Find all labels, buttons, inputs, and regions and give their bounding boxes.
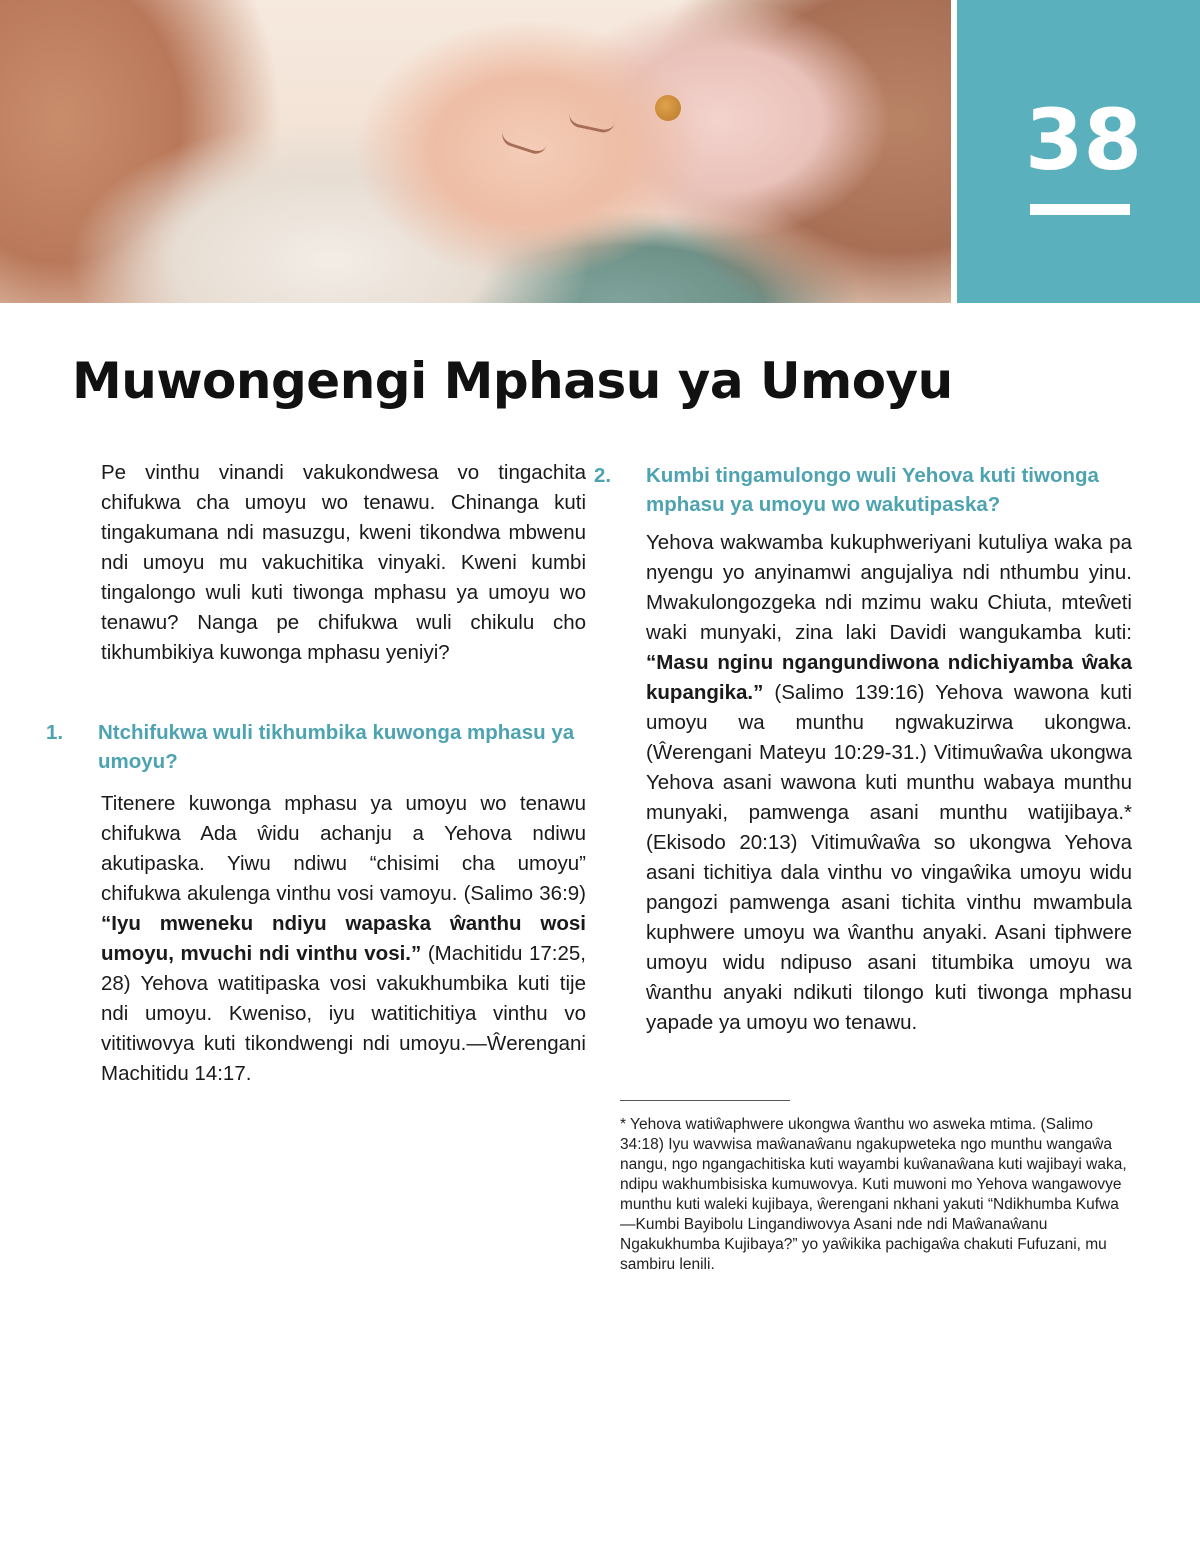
answer-2-paragraph xyxy=(646,528,1132,1038)
answer-2-text-a: Yehova wakwamba kukuphweriyani kutuliya waka pa nyengu yo anyinamwi angujaliya ndi nthumbu yinu. Mwakulongozgeka ndi mzimu waku Chiuta, mteŵeti waki munyaki, zina laki Davidi wangukamba kuti: xyxy=(646,531,1132,644)
page-title: Muwongengi Mphasu ya Umoyu xyxy=(72,352,953,410)
chapter-underline xyxy=(1030,204,1130,215)
answer-2-container xyxy=(646,528,1132,1038)
answer-1-container xyxy=(101,789,586,1089)
question-2 xyxy=(594,461,1135,519)
answer-1-paragraph xyxy=(101,789,586,1089)
intro-paragraph-container xyxy=(101,458,586,668)
footnote-divider xyxy=(620,1100,790,1101)
photo-detail-eye xyxy=(567,113,614,134)
intro-paragraph: Pe vinthu vinandi vakukondwesa vo tingachita chifukwa cha umoyu wo tenawu. Chinanga kuti tingakumana ndi masuzgu, kweni tikondwa mbwenu ndi umoyu mu vakuchitika vinyaki. Kweni kumbi tingalongo wuli kuti tiwonga mphasu ya umoyu wo tenawu? Nanga pe chifukwa wuli chikulu cho tikhumbikiya kuwonga mphasu yeniyi? xyxy=(101,461,586,664)
answer-1-quote: “Iyu mweneku ndiyu wapaska ŵanthu wosi umoyu, mvuchi ndi vinthu vosi.” xyxy=(101,912,586,965)
question-1 xyxy=(46,718,592,776)
answer-1-text-b: (Machitidu 17:25, 28) Yehova watitipaska vosi vakukhumbika kuti tije ndi umoyu. Kweniso, iyu watitichitiya vinthu vo vititiwovya kuti tikondwengi ndi umoyu.—Ŵerengani Machitidu 14:17. xyxy=(101,942,587,1085)
question-2-number: 2. xyxy=(594,464,612,487)
answer-2-text-b: (Salimo 139:16) Yehova wawona kuti umoyu wa munthu ngwakuzirwa ukongwa. (Ŵerengani Mateyu 10:29-31.) Vitimuŵaŵa ukongwa Yehova asani wawona kuti munthu wabaya munthu munyaki, pamwenga asani munthu watijibaya.* (Ekisodo 20:13) Vitimuŵaŵa so ukongwa Yehova asani tichitiya dala vinthu vo vingaŵika umoyu widu pangozi pamwenga asani tichita vinthu mwambula kuphwere umoyu wa ŵanthu anyaki. Asani tiphwere umoyu widu ndipuso asani titumbika umoyu wa ŵanthu anyaki ndikuti tilongo kuti tiwonga mphasu yapade ya umoyu wo tenawu. xyxy=(646,681,1132,1034)
photo-detail-eye xyxy=(499,131,546,157)
photo-detail-button xyxy=(655,95,681,121)
chapter-number-block xyxy=(957,0,1200,303)
answer-2-quote: “Masu nginu ngangundiwona ndichiyamba ŵaka kupangika.” xyxy=(646,651,1132,704)
header-photo xyxy=(0,0,951,303)
footnote: * Yehova watiŵaphwere ukongwa ŵanthu wo asweka mtima. (Salimo 34:18) Iyu wavwisa maŵanaŵanu ngakupweteka ngo munthu wangaŵa nangu, ngo ngangachitiska kuti wayambi kuŵanaŵana kuti wajibayi waka, ndipu wakhumbisiska kumuwovya. Kuti muwoni mo Yehova wangawovye munthu kuti waleki kujibaya, ŵerengani nkhani yakuti “Ndikhumba Kufwa—Kumbi Bayibolu Lingandiwovya Asani nde ndi Maŵanaŵanu Ngakukhumba Kujibaya?” yo yaŵikika pachigaŵa chakuti Fufuzani, mu sambiru lenili. xyxy=(620,1116,1127,1273)
question-1-text: Ntchifukwa wuli tikhumbika kuwonga mphasu ya umoyu? xyxy=(98,721,575,773)
question-1-number: 1. xyxy=(46,721,64,744)
chapter-number: 38 xyxy=(1025,91,1142,189)
answer-1-text-a: Titenere kuwonga mphasu ya umoyu wo tenawu chifukwa Ada ŵidu achanju a Yehova ndiwu akutipaska. Yiwu ndiwu “chisimi cha umoyu” chifukwa akulenga vinthu vosi vamoyu. (Salimo 36:9) xyxy=(101,792,586,905)
question-2-text: Kumbi tingamulongo wuli Yehova kuti tiwonga mphasu ya umoyu wo wakutipaska? xyxy=(646,464,1099,516)
